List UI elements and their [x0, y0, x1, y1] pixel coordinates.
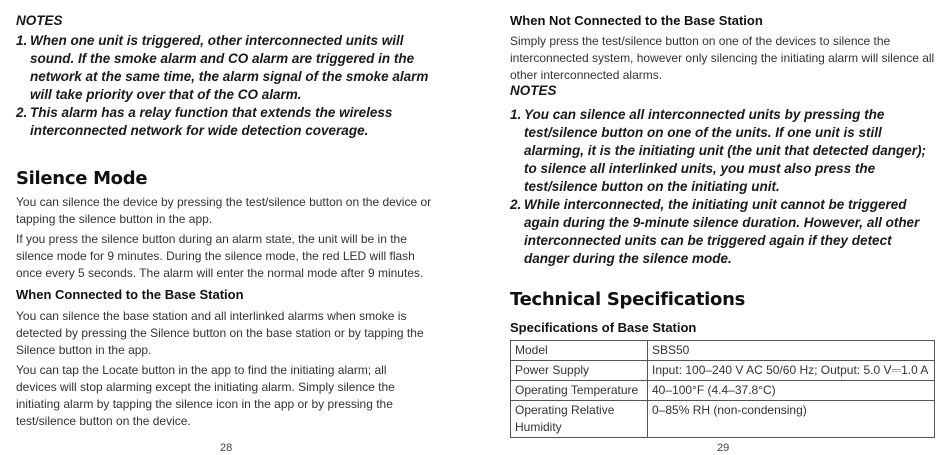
- table-row: [511, 361, 935, 381]
- note-text: You can silence all interconnected units by pressing the test/silence button on one of the units. If one unit is still alarming, it is the initiating unit (the unit that detected danger); to silence all interlinked units, you must also press the test/silence button on the initiating unit.: [524, 107, 927, 194]
- paragraph: If you press the silence button during an alarm state, the unit will be in the silence mode for 9 minutes. During the silence mode, the red LED will flash once every 5 seconds. The alarm will enter the normal mode after 9 minutes.: [16, 232, 424, 280]
- section-heading-silence-mode: Silence Mode: [16, 168, 148, 189]
- note-number: 1.: [16, 33, 28, 48]
- page-number: 29: [717, 442, 730, 454]
- note-item: [510, 196, 938, 268]
- subheading-base-station-specs: Specifications of Base Station: [510, 320, 697, 335]
- spec-table: [510, 340, 935, 438]
- page-number: 28: [220, 442, 233, 454]
- spec-value: SBS50: [648, 341, 935, 361]
- paragraph: You can silence the base station and all interlinked alarms when smoke is detected by pressing the Silence button on the base station or by tapping the Silence button in the app.: [16, 309, 424, 357]
- note-item: [16, 104, 446, 140]
- right-page: [480, 0, 950, 455]
- spec-value: 40–100°F (4.4–37.8°C): [648, 381, 935, 401]
- left-page: [0, 0, 470, 455]
- note-number: 1.: [510, 107, 522, 122]
- note-item: [510, 106, 938, 196]
- spec-value: 0–85% RH (non-condensing): [648, 401, 935, 438]
- spec-value: Input: 100–240 V AC 50/60 Hz; Output: 5.0 V⎓1.0 A: [648, 361, 935, 381]
- notes-title: NOTES: [16, 13, 63, 28]
- table-row: [511, 401, 935, 438]
- subheading-connected: When Connected to the Base Station: [16, 287, 244, 302]
- notes-title: NOTES: [510, 83, 557, 98]
- spec-label: Operating Temperature: [511, 381, 648, 401]
- table-row: [511, 381, 935, 401]
- note-item: [16, 32, 446, 104]
- note-number: 2.: [510, 197, 522, 212]
- paragraph: You can tap the Locate button in the app to find the initiating alarm; all devices will stop alarming except the initiating alarm. Simply silence the initiating alarm by tapping the silence icon in the app or by pressing the test/silence button on the device.: [16, 363, 395, 428]
- spec-label: Power Supply: [511, 361, 648, 381]
- paragraph: Simply press the test/silence button on one of the devices to silence the interconnected system, however only silencing the initiating alarm will silence all other interconnected alarms.: [510, 34, 935, 82]
- note-text: While interconnected, the initiating unit cannot be triggered again during the 9-minute silence duration. However, all other interconnected units can be triggered again if they detect danger during the silence mode.: [524, 197, 920, 266]
- note-number: 2.: [16, 105, 28, 120]
- paragraph: You can silence the device by pressing the test/silence button on the device or tapping the silence button in the app.: [16, 195, 432, 226]
- section-heading-technical-specifications: Technical Specifications: [510, 289, 746, 310]
- subheading-not-connected: When Not Connected to the Base Station: [510, 13, 763, 28]
- note-text: This alarm has a relay function that extends the wireless interconnected network for wide detection coverage.: [30, 105, 393, 138]
- spec-label: Operating Relative Humidity: [511, 401, 648, 438]
- spec-label: Model: [511, 341, 648, 361]
- note-text: When one unit is triggered, other interconnected units will sound. If the smoke alarm and CO alarm are triggered in the network at the same time, the alarm signal of the smoke alarm will take priority over that of the CO alarm.: [30, 33, 429, 102]
- table-row: [511, 341, 935, 361]
